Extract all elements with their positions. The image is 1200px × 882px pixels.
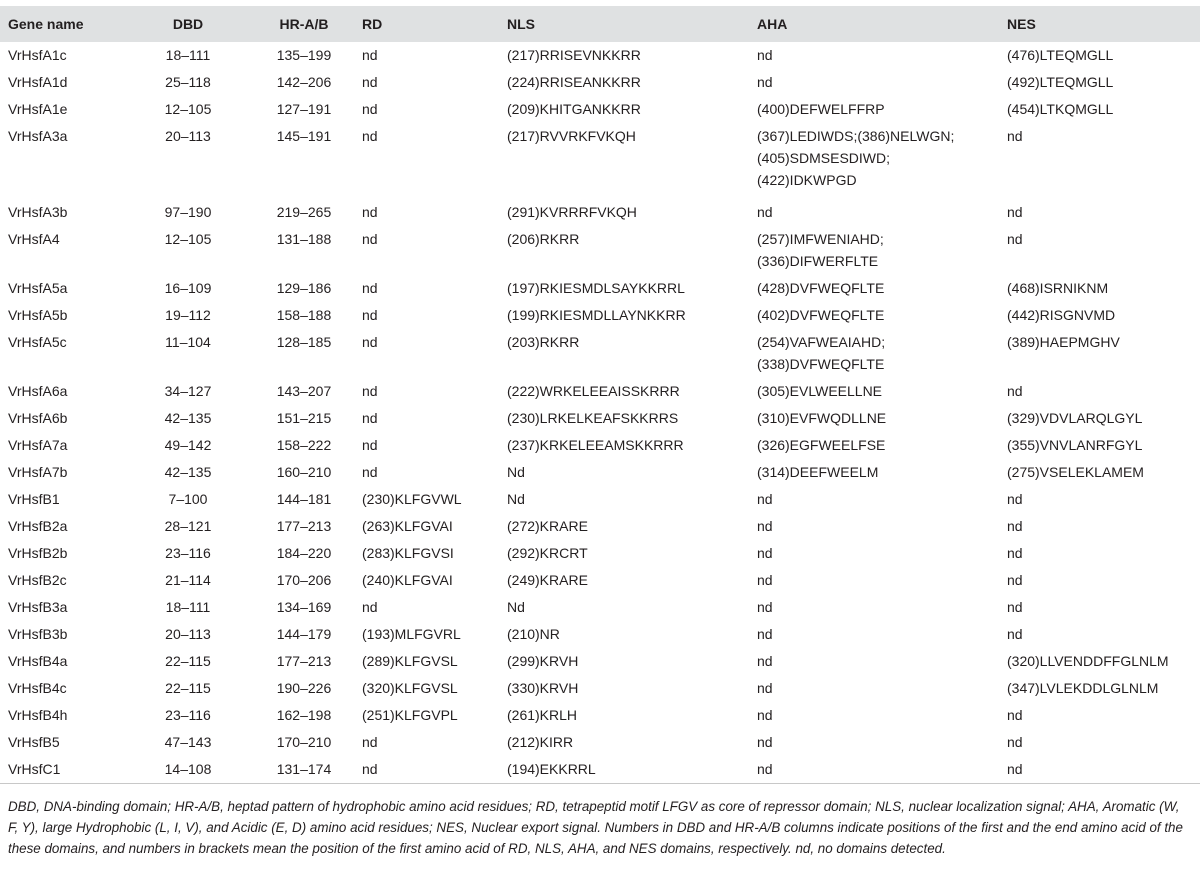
table-row: [0, 756, 1200, 784]
table-cell-hr-ab: 135–199: [276, 47, 332, 63]
table-cell-nls: (292)KRCRT: [507, 545, 588, 561]
table-cell-rd: nd: [362, 734, 378, 750]
table-cell-hr-ab: 177–213: [276, 653, 332, 669]
table-row: [0, 329, 1200, 378]
table-cell-gene-name: VrHsfB2b: [8, 545, 68, 561]
table-cell-nes: (492)LTEQMGLL: [1007, 74, 1114, 90]
table-cell-nls: (237)KRKELEEAMSKKRRR: [507, 437, 684, 453]
table-cell-aha: nd: [757, 545, 773, 561]
table-row: [0, 621, 1200, 648]
table-cell-gene-name: VrHsfA7a: [8, 437, 68, 453]
cell-line: (367)LEDIWDS;(386)NELWGN;: [757, 128, 955, 144]
table-row: [0, 675, 1200, 702]
table-cell-aha: [757, 329, 1007, 378]
table-cell-aha: (428)DVFWEQFLTE: [757, 280, 885, 296]
column-header: AHA: [757, 16, 788, 32]
table-cell-aha: nd: [757, 518, 773, 534]
table-cell-rd: nd: [362, 280, 378, 296]
table-cell-hr-ab: 162–198: [276, 707, 332, 723]
table-cell-hr-ab: 158–222: [276, 437, 332, 453]
table-cell-rd: (193)MLFGVRL: [362, 626, 461, 642]
table-cell-aha: (314)DEEFWEELM: [757, 464, 879, 480]
table-cell-dbd: 42–135: [164, 410, 212, 426]
table-cell-rd: nd: [362, 410, 378, 426]
table-cell-gene-name: VrHsfB1: [8, 491, 60, 507]
table-cell-dbd: 22–115: [165, 653, 211, 669]
table-row: [0, 594, 1200, 621]
column-header: HR-A/B: [279, 16, 329, 32]
table-row: [0, 513, 1200, 540]
table-row: [0, 378, 1200, 405]
table-cell-nls: (230)LRKELKEAFSKKRRS: [507, 410, 679, 426]
table-cell-nes: nd: [1007, 626, 1023, 642]
table-cell-aha: nd: [757, 572, 773, 588]
table-cell-gene-name: VrHsfA5a: [8, 280, 68, 296]
table-cell-nes: (476)LTEQMGLL: [1007, 47, 1114, 63]
table-cell-nes: nd: [1007, 204, 1023, 220]
column-header: RD: [362, 16, 383, 32]
table-cell-rd: nd: [362, 756, 507, 784]
table-cell-rd: nd: [362, 74, 378, 90]
table-row: [0, 405, 1200, 432]
table-cell-dbd: 20–113: [165, 626, 211, 642]
table-row: [0, 702, 1200, 729]
table-cell-nes: nd: [1007, 491, 1023, 507]
table-cell-nes: nd: [1007, 545, 1023, 561]
table-cell-aha: nd: [757, 756, 1007, 784]
table-row: [0, 729, 1200, 756]
table-cell-aha: nd: [757, 626, 773, 642]
table-row: [0, 648, 1200, 675]
table-cell-dbd: 11–104: [165, 334, 211, 350]
table-cell-nes: nd: [1007, 756, 1200, 784]
table-cell-aha: (402)DVFWEQFLTE: [757, 307, 885, 323]
table-cell-gene-name: VrHsfA6b: [8, 410, 68, 426]
table-cell-dbd: 18–111: [165, 47, 211, 63]
column-header: DBD: [172, 16, 204, 32]
table-cell-aha: nd: [757, 707, 773, 723]
table-cell-rd: nd: [362, 47, 378, 63]
table-cell-hr-ab: 151–215: [276, 410, 332, 426]
table-cell-dbd: 34–127: [164, 383, 212, 399]
table-cell-rd: (240)KLFGVAI: [362, 572, 453, 588]
table-cell-hr-ab: 190–226: [276, 680, 332, 696]
column-header: NES: [1007, 16, 1036, 32]
table-cell-nes: (355)VNVLANRFGYL: [1007, 437, 1143, 453]
table-cell-nes: nd: [1007, 707, 1023, 723]
table-cell-nls: Nd: [507, 599, 525, 615]
table-cell-aha: nd: [757, 491, 773, 507]
table-cell-nls: (197)RKIESMDLSAYKKRRL: [507, 280, 685, 296]
table-cell-rd: (251)KLFGVPL: [362, 707, 458, 723]
cell-line: (257)IMFWENIAHD;: [757, 231, 884, 247]
table-cell-rd: nd: [362, 437, 378, 453]
table-cell-hr-ab: 177–213: [276, 518, 332, 534]
table-cell-hr-ab: 144–181: [276, 491, 332, 507]
table-cell-gene-name: VrHsfA3a: [8, 128, 68, 144]
table-cell-rd: (283)KLFGVSI: [362, 545, 454, 561]
table-cell-gene-name: VrHsfB2a: [8, 518, 68, 534]
table-cell-nls: (217)RVVRKFVKQH: [507, 128, 636, 144]
table-cell-hr-ab: 158–188: [276, 307, 332, 323]
table-cell-gene-name: VrHsfA1e: [8, 101, 68, 117]
table-cell-aha: nd: [757, 680, 773, 696]
table-cell-nls: (212)KIRR: [507, 734, 574, 750]
table-cell-dbd: 21–114: [165, 572, 211, 588]
table-cell-dbd: 14–108: [130, 756, 246, 784]
cell-line: (338)DVFWEQFLTE: [757, 356, 885, 372]
table-cell-rd: nd: [362, 128, 378, 144]
cell-line: (336)DIFWERFLTE: [757, 253, 879, 269]
table-cell-dbd: 12–105: [164, 231, 212, 247]
table-cell-gene-name: VrHsfB4h: [8, 707, 68, 723]
table-cell-dbd: 20–113: [165, 128, 211, 144]
table-cell-aha: (310)EVFWQDLLNE: [757, 410, 887, 426]
table-cell-aha: nd: [757, 74, 773, 90]
table-cell-nls: (199)RKIESMDLLAYNKKRR: [507, 307, 686, 323]
table-cell-nls: Nd: [507, 464, 525, 480]
hsf-domain-table: [0, 6, 1200, 784]
table-cell-rd: (320)KLFGVSL: [362, 680, 458, 696]
table-cell-nls: (209)KHITGANKKRR: [507, 101, 641, 117]
table-cell-gene-name: VrHsfC1: [0, 756, 130, 784]
cell-line: (405)SDMSESDIWD;: [757, 150, 891, 166]
table-cell-hr-ab: 134–169: [276, 599, 332, 615]
table-cell-aha: (400)DEFWELFFRP: [757, 101, 885, 117]
table-row: [0, 42, 1200, 69]
table-cell-rd: nd: [362, 231, 378, 247]
table-header-row: [0, 6, 1200, 42]
table-cell-hr-ab: 184–220: [276, 545, 332, 561]
table-cell-rd: (289)KLFGVSL: [362, 653, 458, 669]
table-cell-dbd: 49–142: [164, 437, 212, 453]
table-cell-nes: (320)LLVENDDFFGLNLM: [1007, 653, 1169, 669]
table-cell-dbd: 42–135: [164, 464, 212, 480]
table-cell-nls: (210)NR: [507, 626, 560, 642]
table-cell-nls: (261)KRLH: [507, 707, 578, 723]
table-cell-aha: nd: [757, 47, 773, 63]
table-cell-dbd: 18–111: [165, 599, 211, 615]
table-body: [0, 42, 1200, 784]
table-row: [0, 123, 1200, 199]
table-cell-nes: (347)LVLEKDDLGLNLM: [1007, 680, 1159, 696]
table-row: [0, 486, 1200, 513]
table-cell-nes: (275)VSELEKLAMEM: [1007, 464, 1144, 480]
table-cell-nls: (222)WRKELEEAISSKRRR: [507, 383, 680, 399]
table-cell-nes: nd: [1007, 383, 1023, 399]
table-cell-gene-name: VrHsfA5b: [8, 307, 68, 323]
table-row: [0, 199, 1200, 226]
table-cell-dbd: 23–116: [165, 545, 211, 561]
table-cell-aha: nd: [757, 734, 773, 750]
table-cell-aha: [757, 226, 1007, 275]
column-header: NLS: [507, 16, 535, 32]
table-cell-dbd: 25–118: [165, 74, 211, 90]
table-cell-gene-name: VrHsfB4a: [8, 653, 68, 669]
table-cell-gene-name: VrHsfA5c: [8, 334, 67, 350]
table-row: [0, 540, 1200, 567]
table-cell-nls: Nd: [507, 491, 525, 507]
table-cell-gene-name: VrHsfA6a: [8, 383, 68, 399]
table-cell-nls: (330)KRVH: [507, 680, 579, 696]
table-cell-hr-ab: 219–265: [276, 204, 332, 220]
table-cell-nes: nd: [1007, 599, 1023, 615]
table-row: [0, 226, 1200, 275]
table-cell-rd: (263)KLFGVAI: [362, 518, 453, 534]
table-cell-aha: nd: [757, 653, 773, 669]
table-cell-nes: nd: [1007, 734, 1023, 750]
table-cell-nes: nd: [1007, 231, 1023, 247]
table-cell-nes: (468)ISRNIKNM: [1007, 280, 1109, 296]
table-cell-dbd: 28–121: [164, 518, 212, 534]
table-cell-nls: (224)RRISEANKKRR: [507, 74, 641, 90]
table-row: [0, 567, 1200, 594]
table-cell-nes: (442)RISGNVMD: [1007, 307, 1116, 323]
table-row: [0, 459, 1200, 486]
table-cell-gene-name: VrHsfB2c: [8, 572, 67, 588]
table-cell-nls: (272)KRARE: [507, 518, 588, 534]
table-cell-aha: [757, 123, 1007, 199]
table-cell-rd: nd: [362, 334, 378, 350]
table-cell-aha: (326)EGFWEELFSE: [757, 437, 886, 453]
table-cell-gene-name: VrHsfA1c: [8, 47, 67, 63]
table-row: [0, 302, 1200, 329]
table-cell-nls: (249)KRARE: [507, 572, 588, 588]
cell-line: (254)VAFWEAIAHD;: [757, 334, 886, 350]
table-cell-dbd: 19–112: [165, 307, 211, 323]
table-cell-nes: (454)LTKQMGLL: [1007, 101, 1114, 117]
table-footnote: DBD, DNA-binding domain; HR-A/B, heptad pattern of hydrophobic amino acid residues; RD, tetrapeptid motif LFGV as core of repressor domain; NLS, nuclear localization signal; AHA, Aromatic (W, F, Y), large Hydrophobic (L, I, V), and Acidic (E, D) amino acid residues; NES, Nuclear export signal. Numbers in DBD and HR-A/B columns indicate positions of the first and the end amino acid of the these domains, and numbers in brackets mean the position of the first amino acid of RD, NLS, AHA, and NES domains, respectively. nd, no domains detected.: [8, 799, 1183, 856]
table-cell-rd: nd: [362, 599, 378, 615]
table-cell-hr-ab: 131–188: [276, 231, 332, 247]
table-cell-hr-ab: 127–191: [276, 101, 332, 117]
table-cell-nes: (329)VDVLARQLGYL: [1007, 410, 1143, 426]
table-cell-gene-name: VrHsfA7b: [8, 464, 68, 480]
table-cell-gene-name: VrHsfB4c: [8, 680, 67, 696]
table-cell-nes: nd: [1007, 572, 1023, 588]
table-cell-hr-ab: 145–191: [276, 128, 332, 144]
cell-line: (422)IDKWPGD: [757, 172, 857, 188]
table-row: [0, 275, 1200, 302]
table-cell-hr-ab: 160–210: [276, 464, 332, 480]
column-header: Gene name: [8, 16, 84, 32]
table-cell-hr-ab: 144–179: [276, 626, 332, 642]
table-row: [0, 432, 1200, 459]
table-cell-rd: nd: [362, 464, 378, 480]
table-cell-dbd: 22–115: [165, 680, 211, 696]
table-cell-rd: nd: [362, 307, 378, 323]
table-cell-rd: nd: [362, 383, 378, 399]
table-cell-nls: (194)EKKRRL: [507, 756, 757, 784]
table-cell-dbd: 12–105: [164, 101, 212, 117]
table-cell-nls: (217)RRISEVNKKRR: [507, 47, 641, 63]
table-cell-hr-ab: 143–207: [276, 383, 332, 399]
table-cell-nls: (203)RKRR: [507, 334, 580, 350]
table-cell-rd: (230)KLFGVWL: [362, 491, 462, 507]
table-cell-nls: (206)RKRR: [507, 231, 580, 247]
table-cell-gene-name: VrHsfB3a: [8, 599, 68, 615]
table-cell-hr-ab: 128–185: [276, 334, 332, 350]
table-cell-nls: (291)KVRRRFVKQH: [507, 204, 637, 220]
table-cell-hr-ab: 129–186: [276, 280, 332, 296]
table-cell-gene-name: VrHsfB3b: [8, 626, 68, 642]
table-cell-dbd: 97–190: [164, 204, 212, 220]
table-row: [0, 69, 1200, 96]
table-cell-hr-ab: 170–206: [276, 572, 332, 588]
table-cell-nes: nd: [1007, 128, 1023, 144]
table-cell-dbd: 47–143: [164, 734, 212, 750]
table-cell-nes: nd: [1007, 518, 1023, 534]
table-cell-gene-name: VrHsfA4: [8, 231, 60, 247]
table-cell-gene-name: VrHsfA3b: [8, 204, 68, 220]
table-cell-hr-ab: 142–206: [276, 74, 332, 90]
table-cell-rd: nd: [362, 204, 378, 220]
table-cell-aha: (305)EVLWEELLNE: [757, 383, 883, 399]
table-cell-nls: (299)KRVH: [507, 653, 579, 669]
table-row: [0, 96, 1200, 123]
table-cell-rd: nd: [362, 101, 378, 117]
table-cell-hr-ab: 131–174: [246, 756, 362, 784]
table-cell-gene-name: VrHsfB5: [8, 734, 60, 750]
table-cell-nes: (389)HAEPMGHV: [1007, 334, 1120, 350]
table-cell-hr-ab: 170–210: [276, 734, 332, 750]
table-cell-aha: nd: [757, 599, 773, 615]
table-cell-dbd: 16–109: [164, 280, 212, 296]
table-cell-aha: nd: [757, 204, 773, 220]
table-cell-dbd: 23–116: [165, 707, 211, 723]
table-cell-dbd: 7–100: [168, 491, 208, 507]
table-cell-gene-name: VrHsfA1d: [8, 74, 68, 90]
